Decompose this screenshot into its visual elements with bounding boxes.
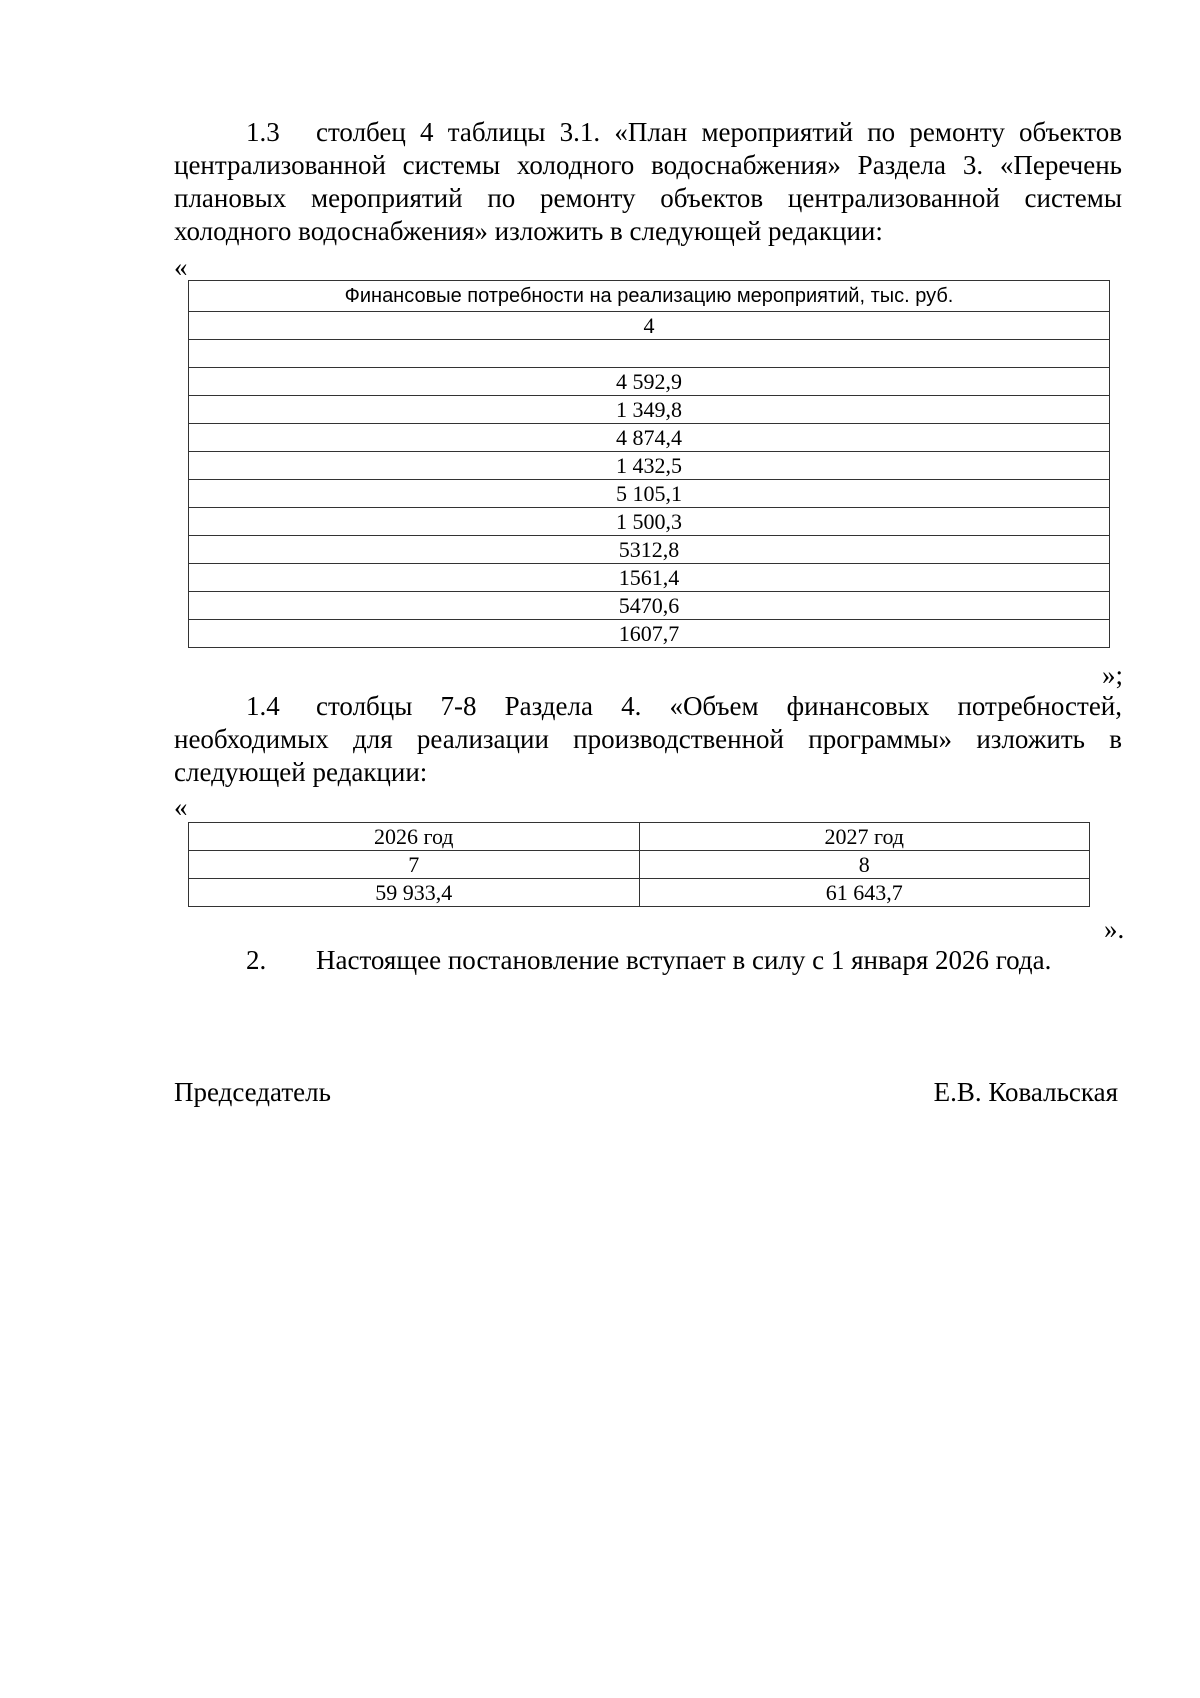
- paragraph-number: 1.4: [246, 691, 280, 721]
- paragraph-2: [174, 944, 1122, 977]
- yearly-financial-table: [188, 822, 1090, 907]
- table-cell: [189, 340, 1110, 368]
- table-header: 2027 год: [639, 823, 1090, 851]
- closing-quote: ».: [1104, 914, 1125, 944]
- paragraph-text: столбцы 7-8 Раздела 4. «Объем финансовых потребностей, необходимых для реализации производственной программы» изложить в следующей редакции:: [174, 691, 1122, 787]
- column-number: 8: [639, 851, 1090, 879]
- table-header: 2026 год: [189, 823, 640, 851]
- table-cell: 4 874,4: [189, 424, 1110, 452]
- table-cell: 1561,4: [189, 564, 1110, 592]
- table-cell: 1 349,8: [189, 396, 1110, 424]
- table-cell: 5470,6: [189, 592, 1110, 620]
- opening-quote: «: [174, 792, 188, 822]
- table-cell: 61 643,7: [639, 879, 1090, 907]
- opening-quote: «: [174, 252, 188, 282]
- paragraph-text: Настоящее постановление вступает в силу с 1 января 2026 года.: [316, 945, 1052, 975]
- table-cell: 1607,7: [189, 620, 1110, 648]
- signature-name: Е.В. Ковальская: [933, 1077, 1118, 1107]
- table-cell: 1 500,3: [189, 508, 1110, 536]
- column-number: 7: [189, 851, 640, 879]
- paragraph-number: 1.3: [246, 117, 280, 147]
- table-cell: 59 933,4: [189, 879, 640, 907]
- paragraph-text: столбец 4 таблицы 3.1. «План мероприятий по ремонту объектов централизованной системы холодного водоснабжения» Раздела 3. «Перечень плановых мероприятий по ремонту объектов централизованной системы холодного водоснабжения» изложить в следующей редакции:: [174, 117, 1122, 246]
- table-cell: 5312,8: [189, 536, 1110, 564]
- closing-quote: »;: [1102, 660, 1124, 690]
- column-number: 4: [189, 312, 1110, 340]
- signature-title: Председатель: [174, 1077, 331, 1107]
- table-header: Финансовые потребности на реализацию мероприятий, тыс. руб.: [189, 281, 1110, 312]
- paragraph-1-4: [174, 690, 1122, 789]
- paragraph-number: 2.: [246, 945, 267, 975]
- table-cell: 4 592,9: [189, 368, 1110, 396]
- financial-needs-table: [188, 280, 1110, 648]
- paragraph-1-3: [174, 116, 1122, 248]
- table-cell: 5 105,1: [189, 480, 1110, 508]
- table-cell: 1 432,5: [189, 452, 1110, 480]
